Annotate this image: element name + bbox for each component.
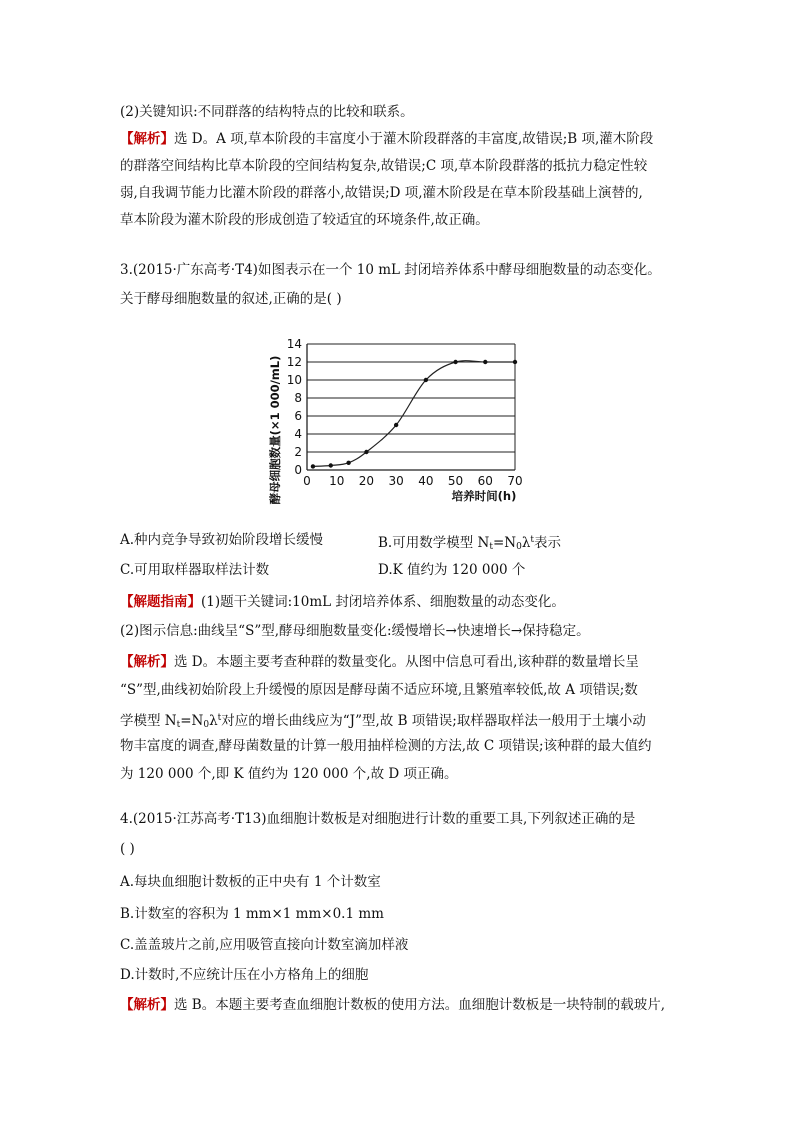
data-point	[453, 360, 457, 364]
q2-analysis-line1: 【解析】选 D。A 项,草本阶段的丰富度小于灌木阶段群落的丰富度,故错误;B 项,灌木阶段	[120, 131, 654, 147]
q3-option-a: A.种内竞争导致初始阶段增长缓慢	[120, 532, 324, 548]
guide-tag: 【解题指南】	[120, 594, 201, 610]
x-tick-label: 40	[418, 474, 434, 488]
q2-key-knowledge: (2)关键知识:不同群落的结构特点的比较和联系。	[120, 104, 414, 120]
q2-analysis-line2: 的群落空间结构比草本阶段的空间结构复杂,故错误;C 项,草本阶段群落的抵抗力稳定性较	[120, 158, 648, 174]
q3-analysis-line2: “S”型,曲线初始阶段上升缓慢的原因是酵母菌不适应环境,且繁殖率较低,故 A 项错误;数	[120, 682, 638, 698]
q3-option-b: B.可用数学模型 $N_t=N_0\lambda^t$表示	[378, 535, 561, 552]
y-tick-label: 2	[294, 445, 302, 459]
y-tick-label: 8	[294, 391, 302, 405]
q3-stem-line1: 3.(2015·广东高考·T4)如图表示在一个 10 mL 封闭培养体系中酵母细胞数量的动态变化。	[120, 262, 661, 278]
x-tick-label: 70	[507, 474, 523, 488]
x-tick-label: 0	[303, 474, 311, 488]
analysis-tag: 【解析】	[120, 654, 174, 670]
y-tick-label: 0	[294, 463, 302, 477]
data-point	[346, 461, 350, 465]
data-point	[483, 360, 487, 364]
q3-analysis-line5: 为 120 000 个,即 K 值约为 120 000 个,故 D 项正确。	[120, 766, 458, 782]
q4-option-a: A.每块血细胞计数板的正中央有 1 个计数室	[120, 874, 381, 890]
q2-analysis-line3: 弱,自我调节能力比灌木阶段的群落小,故错误;D 项,灌木阶段是在草本阶段基础上演替的,	[120, 185, 643, 201]
y-tick-label: 4	[294, 427, 302, 441]
analysis-tag: 【解析】	[120, 997, 174, 1013]
q2-analysis-line4: 草本阶段为灌木阶段的形成创造了较适宜的环境条件,故正确。	[120, 212, 489, 228]
y-tick-label: 12	[286, 355, 302, 369]
y-tick-label: 14	[286, 337, 302, 351]
q4-stem-line2: ( )	[120, 841, 135, 857]
y-tick-label: 10	[286, 373, 302, 387]
q4-analysis-line1: 【解析】选 B。本题主要考查血细胞计数板的使用方法。血细胞计数板是一块特制的载玻片,	[120, 997, 666, 1013]
chart-xlabel: 培养时间(h)	[451, 489, 517, 503]
chart-ylabel: 酵母细胞数量(×1 000/mL)	[268, 355, 282, 505]
yeast-growth-chart	[262, 334, 532, 510]
data-point	[364, 450, 368, 454]
q4-stem-line1: 4.(2015·江苏高考·T13)血细胞计数板是对细胞进行计数的重要工具,下列叙述正确的是	[120, 811, 636, 827]
data-point	[394, 423, 398, 427]
x-tick-label: 60	[477, 474, 493, 488]
data-point	[311, 464, 315, 468]
q3-analysis-line3: 学模型 $N_t=N_0\lambda^t$对应的增长曲线应为“J”型,故 B 项错误;取样器取样法一般用于土壤小动	[120, 713, 646, 730]
guide-line2: (2)图示信息:曲线呈“S”型,酵母细胞数量变化:缓慢增长→快速增长→保持稳定。	[120, 623, 590, 639]
x-tick-label: 50	[447, 474, 464, 488]
q3-analysis-line4: 物丰富度的调查,酵母菌数量的计算一般用抽样检测的方法,故 C 项错误;该种群的最大值约	[120, 738, 652, 754]
q4-option-c: C.盖盖玻片之前,应用吸管直接向计数室滴加样液	[120, 937, 409, 953]
data-point	[513, 360, 517, 364]
data-point	[329, 463, 333, 467]
y-tick-label: 6	[294, 409, 302, 423]
q3-analysis-line1: 【解析】选 D。本题主要考查种群的数量变化。从图中信息可看出,该种群的数量增长呈	[120, 654, 639, 670]
q3-option-c: C.可用取样器取样法计数	[120, 562, 270, 578]
guide-line1: 【解题指南】(1)题干关键词:10mL 封闭培养体系、细胞数量的动态变化。	[120, 594, 565, 610]
q4-option-d: D.计数时,不应统计压在小方格角上的细胞	[120, 967, 369, 983]
x-tick-label: 20	[358, 474, 375, 488]
x-tick-label: 30	[388, 474, 404, 488]
analysis-tag: 【解析】	[120, 131, 174, 147]
growth-curve	[313, 361, 515, 467]
q3-option-d: D.K 值约为 120 000 个	[378, 562, 526, 578]
q4-option-b: B.计数室的容积为 1 mm×1 mm×0.1 mm	[120, 906, 384, 922]
data-point	[424, 378, 428, 382]
q3-stem-line2: 关于酵母细胞数量的叙述,正确的是( )	[120, 291, 342, 307]
x-tick-label: 10	[329, 474, 345, 488]
